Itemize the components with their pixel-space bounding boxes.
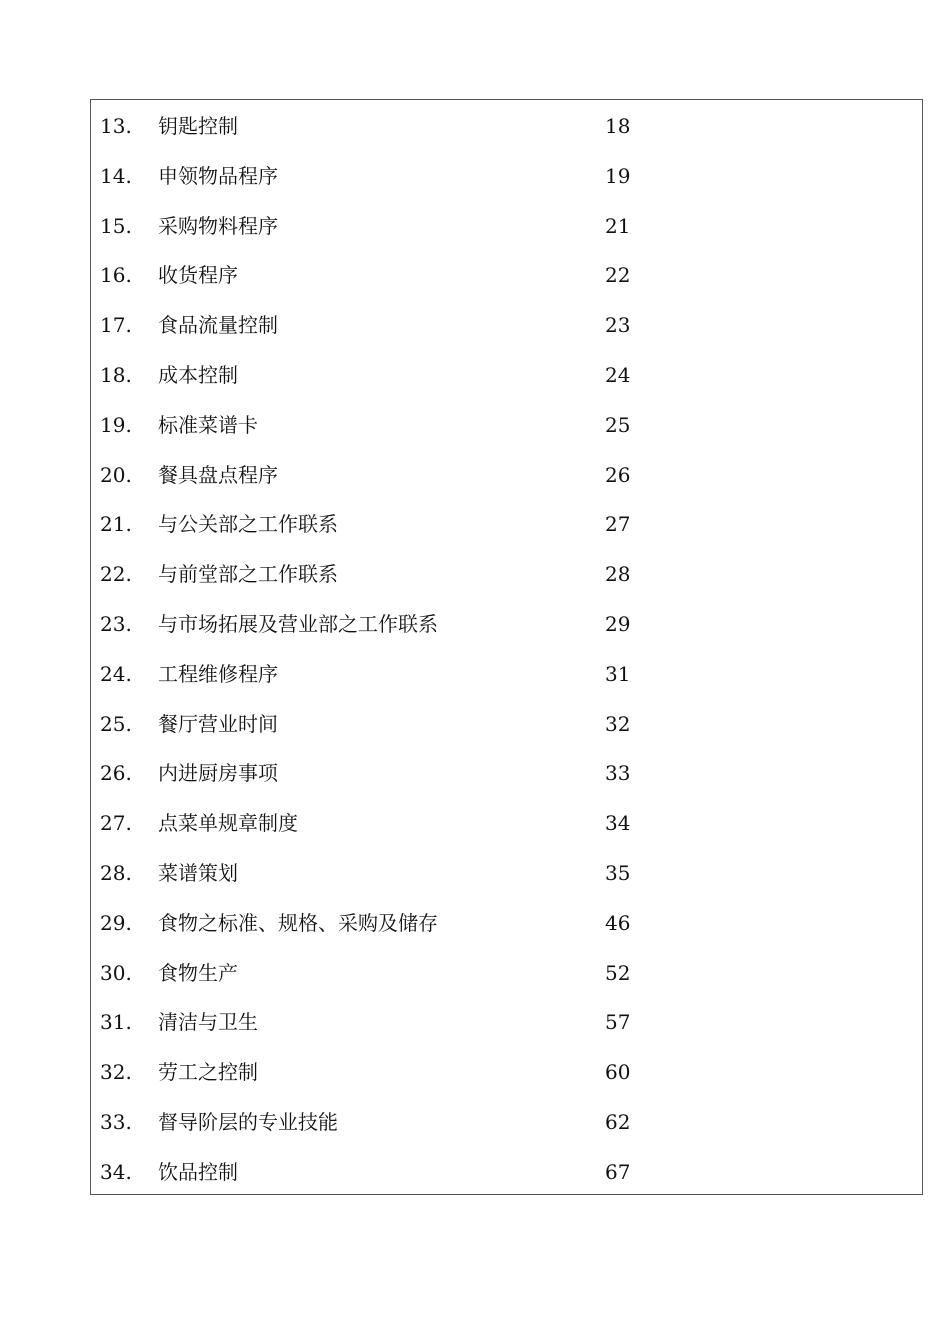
toc-entry-title: 采购物料程序 xyxy=(158,213,278,238)
toc-entry-title: 餐具盘点程序 xyxy=(158,462,278,487)
toc-entry-page: 34 xyxy=(605,811,631,836)
toc-row xyxy=(91,749,922,799)
toc-row xyxy=(91,102,922,152)
toc-entry-title: 申领物品程序 xyxy=(158,163,278,188)
toc-entry-number: 16. xyxy=(100,263,132,288)
toc-row xyxy=(91,799,922,849)
toc-entry-number: 23. xyxy=(100,611,132,636)
toc-entry-number: 17. xyxy=(100,313,132,338)
toc-entry-page: 67 xyxy=(605,1159,631,1184)
toc-row xyxy=(91,949,922,999)
toc-entry-number: 13. xyxy=(100,114,132,138)
toc-entry-page: 24 xyxy=(605,362,631,387)
toc-entry-number: 25. xyxy=(100,711,132,736)
toc-row xyxy=(91,550,922,600)
toc-entry-page: 26 xyxy=(605,462,631,487)
toc-entry-page: 28 xyxy=(605,562,631,587)
toc-entry-page: 57 xyxy=(605,1010,631,1035)
toc-entry-page: 52 xyxy=(605,960,631,985)
toc-entry-title: 钥匙控制 xyxy=(158,114,238,138)
toc-entry-title: 督导阶层的专业技能 xyxy=(158,1109,338,1134)
toc-row xyxy=(91,1148,922,1198)
toc-entry-number: 18. xyxy=(100,362,132,387)
toc-entry-number: 33. xyxy=(100,1109,132,1134)
toc-entry-number: 24. xyxy=(100,661,132,686)
toc-row xyxy=(91,650,922,700)
toc-row xyxy=(91,351,922,401)
toc-row xyxy=(91,202,922,252)
toc-row xyxy=(91,849,922,899)
toc-entry-page: 60 xyxy=(605,1060,631,1085)
toc-entry-title: 与市场拓展及营业部之工作联系 xyxy=(158,611,438,636)
toc-entry-title: 成本控制 xyxy=(158,362,238,387)
toc-row xyxy=(91,451,922,501)
toc-row xyxy=(91,251,922,301)
toc-entry-number: 30. xyxy=(100,960,132,985)
toc-entry-title: 收货程序 xyxy=(158,263,238,288)
toc-entry-number: 29. xyxy=(100,910,132,935)
toc-entry-number: 20. xyxy=(100,462,132,487)
toc-entry-page: 21 xyxy=(605,213,631,238)
toc-entry-title: 与公关部之工作联系 xyxy=(158,512,338,537)
toc-entry-page: 31 xyxy=(605,661,631,686)
toc-row xyxy=(91,700,922,750)
toc-row xyxy=(91,152,922,202)
toc-entry-page: 62 xyxy=(605,1109,631,1134)
toc-row xyxy=(91,500,922,550)
toc-entry-page: 18 xyxy=(605,114,631,138)
toc-entry-number: 14. xyxy=(100,163,132,188)
toc-entry-number: 28. xyxy=(100,860,132,885)
toc-entry-title: 餐厅营业时间 xyxy=(158,711,278,736)
toc-entry-title: 食品流量控制 xyxy=(158,313,278,338)
toc-entry-number: 34. xyxy=(100,1159,132,1184)
toc-row xyxy=(91,1048,922,1098)
toc-entry-title: 点菜单规章制度 xyxy=(158,811,298,836)
toc-entry-number: 19. xyxy=(100,412,132,437)
toc-entry-number: 21. xyxy=(100,512,132,537)
toc-entry-page: 27 xyxy=(605,512,631,537)
toc-row xyxy=(91,998,922,1048)
toc-entry-title: 工程维修程序 xyxy=(158,661,278,686)
toc-entry-title: 与前堂部之工作联系 xyxy=(158,562,338,587)
toc-entry-number: 27. xyxy=(100,811,132,836)
toc-entry-page: 23 xyxy=(605,313,631,338)
toc-entry-page: 46 xyxy=(605,910,631,935)
toc-list xyxy=(91,102,922,1198)
toc-entry-title: 食物之标准、规格、采购及储存 xyxy=(158,910,438,935)
toc-entry-page: 29 xyxy=(605,611,631,636)
toc-entry-title: 菜谱策划 xyxy=(158,860,238,885)
toc-entry-title: 饮品控制 xyxy=(158,1159,238,1184)
toc-row xyxy=(91,401,922,451)
toc-entry-number: 26. xyxy=(100,761,132,786)
toc-entry-title: 内进厨房事项 xyxy=(158,761,278,786)
toc-row xyxy=(91,600,922,650)
toc-entry-title: 劳工之控制 xyxy=(158,1060,258,1085)
toc-entry-title: 清洁与卫生 xyxy=(158,1010,258,1035)
toc-row xyxy=(91,1098,922,1148)
toc-entry-number: 31. xyxy=(100,1010,132,1035)
toc-row xyxy=(91,899,922,949)
toc-entry-title: 食物生产 xyxy=(158,960,238,985)
table-of-contents xyxy=(90,99,923,1195)
toc-entry-page: 32 xyxy=(605,711,631,736)
toc-entry-number: 15. xyxy=(100,213,132,238)
toc-entry-page: 33 xyxy=(605,761,631,786)
toc-entry-page: 19 xyxy=(605,163,631,188)
toc-entry-title: 标准菜谱卡 xyxy=(158,412,258,437)
toc-entry-page: 25 xyxy=(605,412,631,437)
toc-entry-page: 22 xyxy=(605,263,631,288)
toc-entry-number: 32. xyxy=(100,1060,132,1085)
toc-entry-number: 22. xyxy=(100,562,132,587)
toc-entry-page: 35 xyxy=(605,860,631,885)
toc-row xyxy=(91,301,922,351)
